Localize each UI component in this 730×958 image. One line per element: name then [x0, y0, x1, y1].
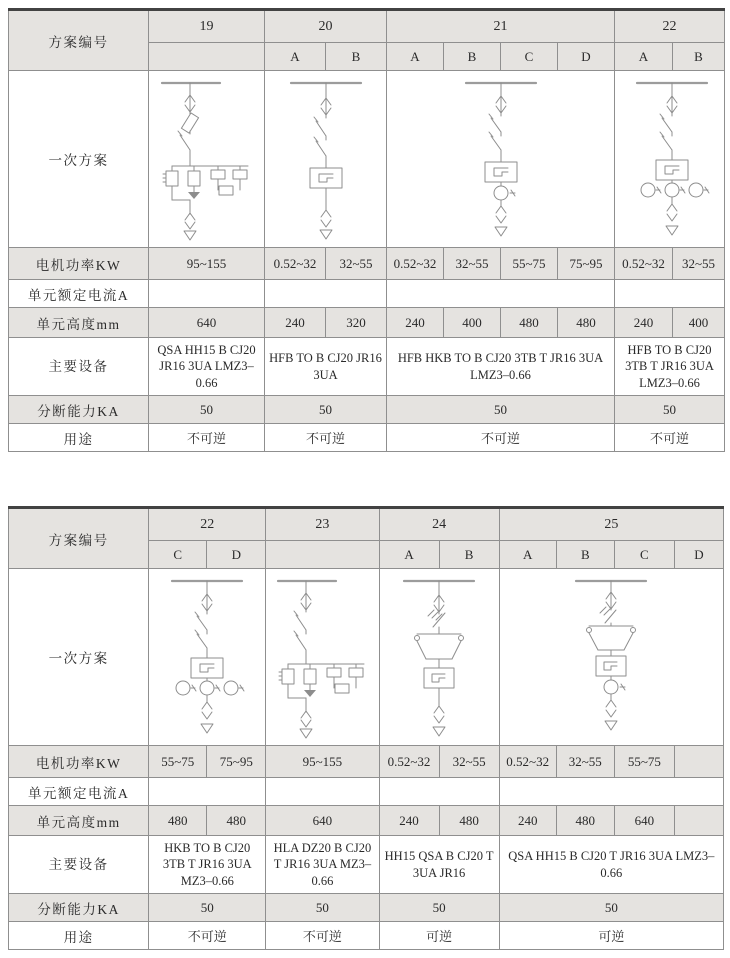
sub-column-cell — [266, 541, 379, 569]
diagram-cell — [265, 71, 387, 248]
value-cell: 50 — [615, 396, 725, 424]
row-rated-current — [9, 280, 725, 308]
value-cell: 可逆 — [379, 922, 499, 950]
diagram-cell — [499, 569, 723, 746]
value-cell: QSA HH15 B CJ20 JR16 3UA LMZ3–0.66 — [149, 338, 265, 396]
value-cell — [266, 778, 379, 806]
row-breaking-capacity — [9, 396, 725, 424]
value-cell: 95~155 — [266, 746, 379, 778]
value-cell: 240 — [615, 308, 673, 338]
value-cell: 32~55 — [556, 746, 614, 778]
value-cell: 不可逆 — [149, 922, 266, 950]
value-cell: 480 — [149, 806, 207, 836]
fuse-switch-contactor-group-icon — [152, 74, 262, 244]
breaker-relay-ct1-icon — [446, 74, 556, 244]
value-cell: 不可逆 — [265, 424, 387, 452]
sub-column-cell: A — [379, 541, 439, 569]
value-cell: 480 — [556, 806, 614, 836]
value-cell: HFB HKB TO B CJ20 3TB T JR16 3UA LMZ3–0.66 — [387, 338, 615, 396]
sub-column-cell: A — [387, 43, 444, 71]
row-motor-power — [9, 746, 724, 778]
row-label-breaking-capacity: 分断能力KA — [9, 396, 149, 424]
value-cell: 0.52~32 — [265, 248, 326, 280]
header-row-scheme-numbers — [9, 508, 724, 541]
value-cell — [615, 280, 725, 308]
diagram-cell — [149, 569, 266, 746]
value-cell: 240 — [265, 308, 326, 338]
value-cell: HH15 QSA B CJ20 T 3UA JR16 — [379, 836, 499, 894]
value-cell: 480 — [439, 806, 499, 836]
sub-column-cell: D — [207, 541, 266, 569]
row-usage — [9, 424, 725, 452]
value-cell — [149, 280, 265, 308]
row-label-main-equipment: 主要设备 — [9, 836, 149, 894]
value-cell: 50 — [387, 396, 615, 424]
value-cell: 640 — [614, 806, 674, 836]
row-label-unit-height: 单元高度mm — [9, 806, 149, 836]
value-cell: 480 — [207, 806, 266, 836]
value-cell: 32~55 — [444, 248, 501, 280]
row-label-motor-power: 电机功率KW — [9, 248, 149, 280]
value-cell: 640 — [149, 308, 265, 338]
diagram-cell — [379, 569, 499, 746]
row-label-unit-height: 单元高度mm — [9, 308, 149, 338]
corner-header-cell: 方案编号 — [9, 10, 149, 71]
row-label-motor-power: 电机功率KW — [9, 746, 149, 778]
row-label-primary-scheme: 一次方案 — [9, 71, 149, 248]
value-cell: 480 — [501, 308, 558, 338]
scheme-number-cell: 20 — [265, 10, 387, 43]
sub-column-cell: A — [615, 43, 673, 71]
value-cell: 0.52~32 — [615, 248, 673, 280]
value-cell: 50 — [149, 894, 266, 922]
value-cell: 不可逆 — [387, 424, 615, 452]
value-cell: 50 — [266, 894, 379, 922]
value-cell — [265, 280, 387, 308]
sub-column-cell: B — [673, 43, 725, 71]
breaker-switch-contactor-group-icon — [268, 572, 378, 742]
sub-column-cell: A — [499, 541, 556, 569]
value-cell: HLA DZ20 B CJ20 T JR16 3UA MZ3–0.66 — [266, 836, 379, 894]
scheme-number-cell: 25 — [499, 508, 723, 541]
row-main-equipment — [9, 836, 724, 894]
value-cell: 可逆 — [499, 922, 723, 950]
sub-column-cell: A — [265, 43, 326, 71]
row-primary-scheme — [9, 569, 724, 746]
scheme-number-cell: 22 — [615, 10, 725, 43]
value-cell: 32~55 — [439, 746, 499, 778]
row-main-equipment — [9, 338, 725, 396]
value-cell: 400 — [444, 308, 501, 338]
diagram-cell — [387, 71, 615, 248]
scheme-number-cell: 24 — [379, 508, 499, 541]
scheme-number-cell: 23 — [266, 508, 379, 541]
scheme-table-bottom — [8, 506, 724, 950]
header-row-scheme-numbers — [9, 10, 725, 43]
value-cell: 0.52~32 — [499, 746, 556, 778]
value-cell: 95~155 — [149, 248, 265, 280]
diagram-cell — [149, 71, 265, 248]
value-cell: 75~95 — [207, 746, 266, 778]
row-usage — [9, 922, 724, 950]
breaker-relay-icon — [271, 74, 381, 244]
value-cell: 不可逆 — [149, 424, 265, 452]
row-breaking-capacity — [9, 894, 724, 922]
value-cell: 0.52~32 — [379, 746, 439, 778]
row-label-usage: 用途 — [9, 922, 149, 950]
value-cell: 640 — [266, 806, 379, 836]
value-cell: 50 — [265, 396, 387, 424]
row-primary-scheme — [9, 71, 725, 248]
value-cell: 不可逆 — [266, 922, 379, 950]
sub-column-cell: B — [444, 43, 501, 71]
scheme-number-cell: 22 — [149, 508, 266, 541]
value-cell — [387, 280, 615, 308]
sub-column-cell: C — [614, 541, 674, 569]
value-cell — [674, 746, 723, 778]
sub-column-cell: C — [501, 43, 558, 71]
row-label-main-equipment: 主要设备 — [9, 338, 149, 396]
value-cell: 55~75 — [614, 746, 674, 778]
value-cell: 75~95 — [558, 248, 615, 280]
value-cell: 0.52~32 — [387, 248, 444, 280]
sub-column-cell: D — [558, 43, 615, 71]
value-cell: 不可逆 — [615, 424, 725, 452]
value-cell: 50 — [149, 396, 265, 424]
value-cell — [674, 806, 723, 836]
fuse-reversing-relay-icon — [384, 572, 494, 742]
diagram-cell — [615, 71, 725, 248]
sub-column-cell: B — [439, 541, 499, 569]
fuse-reversing-relay-ct1-icon — [556, 572, 666, 742]
value-cell — [379, 778, 499, 806]
row-label-rated-current: 单元额定电流A — [9, 280, 149, 308]
value-cell: HFB TO B CJ20 3TB T JR16 3UA LMZ3–0.66 — [615, 338, 725, 396]
diagram-cell — [266, 569, 379, 746]
value-cell: 55~75 — [149, 746, 207, 778]
sub-column-cell: D — [674, 541, 723, 569]
value-cell — [499, 778, 723, 806]
value-cell: 32~55 — [326, 248, 387, 280]
sub-column-cell: B — [556, 541, 614, 569]
sub-column-cell: C — [149, 541, 207, 569]
row-unit-height — [9, 308, 725, 338]
value-cell: HFB TO B CJ20 JR16 3UA — [265, 338, 387, 396]
row-label-breaking-capacity: 分断能力KA — [9, 894, 149, 922]
value-cell: HKB TO B CJ20 3TB T JR16 3UA MZ3–0.66 — [149, 836, 266, 894]
row-motor-power — [9, 248, 725, 280]
value-cell: 480 — [558, 308, 615, 338]
corner-header-cell: 方案编号 — [9, 508, 149, 569]
sub-column-cell — [149, 43, 265, 71]
scheme-table-top — [8, 8, 725, 452]
row-label-rated-current: 单元额定电流A — [9, 778, 149, 806]
breaker-relay-ct3-icon — [152, 572, 262, 742]
row-label-primary-scheme: 一次方案 — [9, 569, 149, 746]
value-cell: 55~75 — [501, 248, 558, 280]
value-cell: 320 — [326, 308, 387, 338]
value-cell: 50 — [499, 894, 723, 922]
value-cell: 400 — [673, 308, 725, 338]
value-cell: QSA HH15 B CJ20 T JR16 3UA LMZ3–0.66 — [499, 836, 723, 894]
value-cell: 240 — [387, 308, 444, 338]
row-rated-current — [9, 778, 724, 806]
row-label-usage: 用途 — [9, 424, 149, 452]
row-unit-height — [9, 806, 724, 836]
value-cell — [149, 778, 266, 806]
value-cell: 240 — [379, 806, 439, 836]
breaker-relay-ct3-icon — [617, 74, 725, 244]
value-cell: 32~55 — [673, 248, 725, 280]
value-cell: 240 — [499, 806, 556, 836]
sub-column-cell: B — [326, 43, 387, 71]
scheme-number-cell: 21 — [387, 10, 615, 43]
value-cell: 50 — [379, 894, 499, 922]
scheme-number-cell: 19 — [149, 10, 265, 43]
